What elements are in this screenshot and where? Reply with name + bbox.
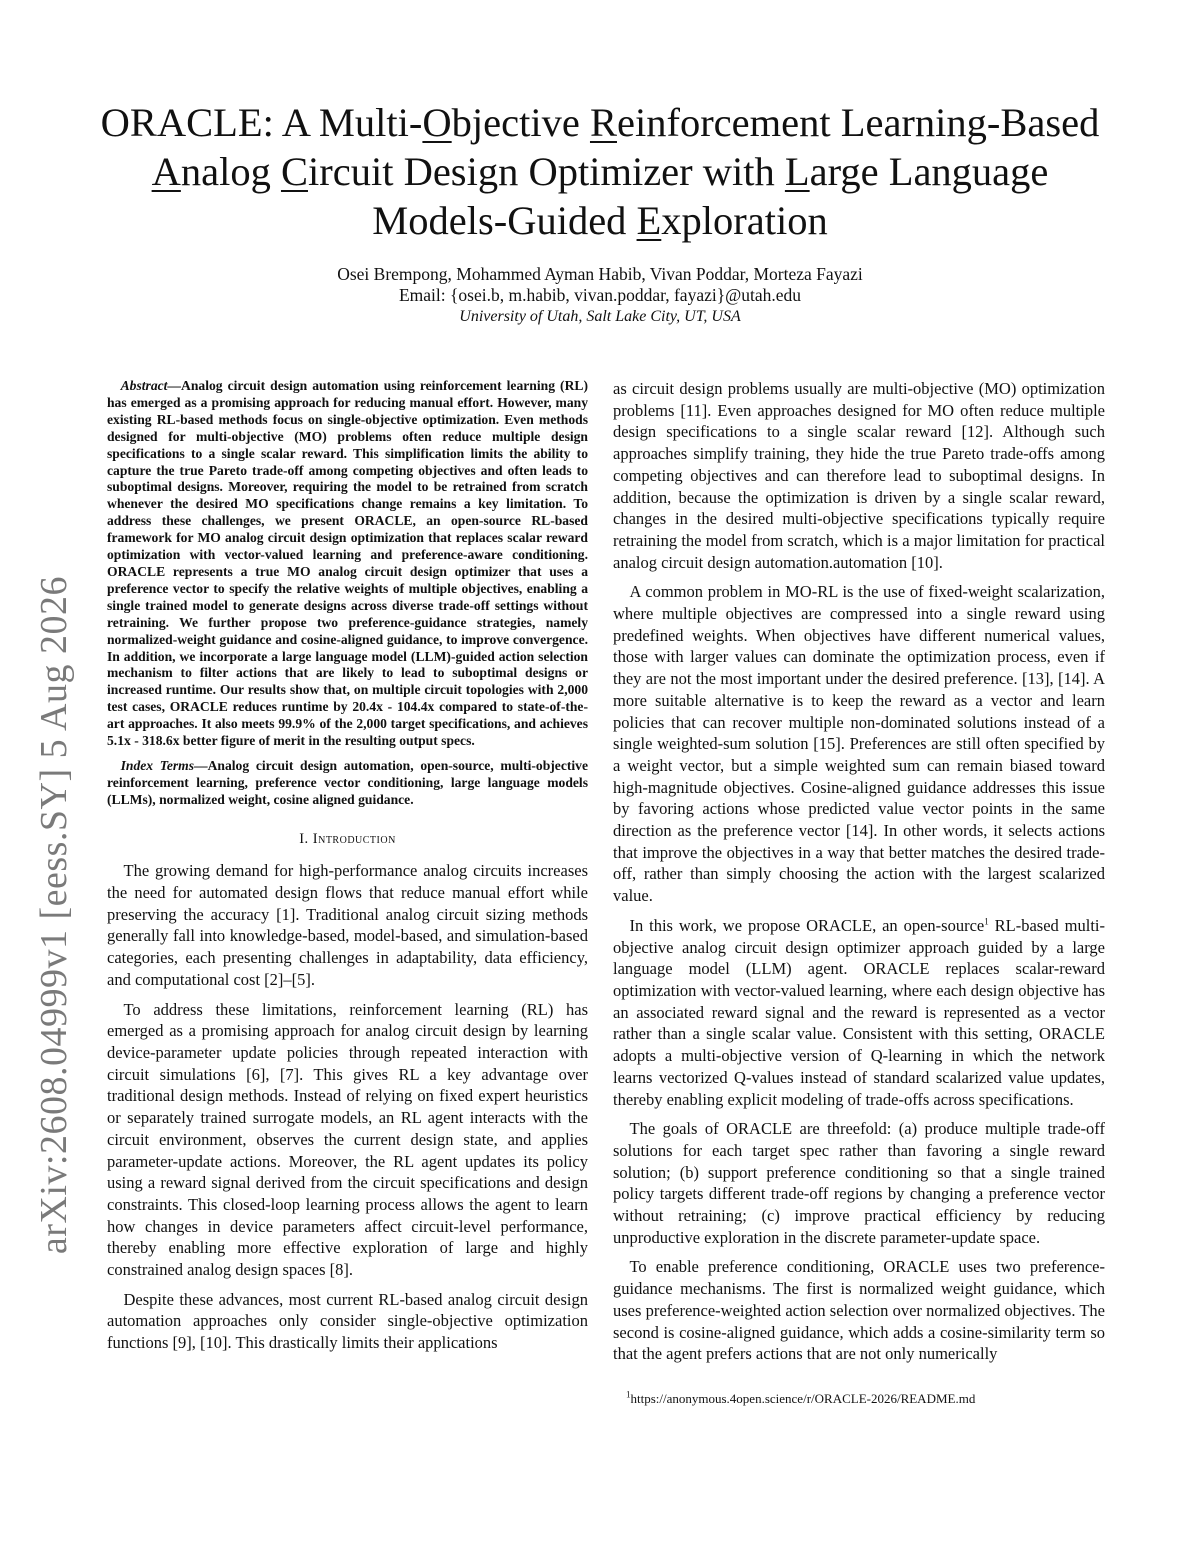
footnote: [626, 1391, 975, 1407]
index-terms: [107, 758, 588, 809]
paragraph: The goals of ORACLE are threefold: (a) produce multiple trade-off solutions for each target spec rather than favoring a single reward solution; (b) support preference conditioning so that a single trained policy targets different trade-off regions by changing a preference vector without retraining; (c) improve practical efficiency by reducing unproductive exploration in the discrete parameter-update space.: [613, 1119, 1105, 1247]
author-affiliation: University of Utah, Salt Lake City, UT, USA: [459, 308, 741, 325]
paragraph: In this work, we propose ORACLE, an open-source$^1$ RL-based multi-objective analog circuit design optimizer approach guided by a large language model (LLM) agent. ORACLE replaces scalar-reward optimization with vector-valued learning, where each design objective has an associated reward signal and the reward is represented as a vector rather than a single scalar value. Consistent with this setting, ORACLE adopts a multi-objective version of Q-learning in which the network learns vectorized Q-values instead of standard scalarized value updates, thereby enabling explicit modeling of trade-offs across specifications.: [613, 915, 1105, 1109]
section-heading-introduction: I. Introduction: [299, 830, 396, 847]
paragraph: The growing demand for high-performance analog circuits increases the need for automated design flows that reduce manual effort while preserving the accuracy [1]. Traditional analog circuit sizing methods generally fall into knowledge-based, model-based, and simulation-based categories, each presenting challenges in adaptability, data efficiency, and computational cost [2]–[5].: [107, 861, 588, 989]
right-column: [613, 378, 1105, 1373]
arxiv-identifier-stamp: [34, 555, 74, 1275]
arxiv-id-text: arXiv:2608.04999v1 [eess.SY] 5 Aug 2026: [33, 575, 75, 1255]
paragraph: To enable preference conditioning, ORACLE uses two preference-guidance mechanisms. The first is normalized weight guidance, which uses preference-weighted action selection over normalized objectives. The second is cosine-aligned guidance, which adds a cosine-similarity term so that the agent prefers actions that are not only numerically: [613, 1257, 1105, 1364]
index-terms-text: —Analog circuit design automation, open-source, multi-objective reinforcement learning, preference vector conditioning, large language models (LLMs), normalized weight, cosine aligned guidance.: [107, 757, 588, 807]
author-names: Osei Brempong, Mohammed Ayman Habib, Vivan Poddar, Morteza Fayazi: [337, 264, 863, 284]
paragraph: A common problem in MO-RL is the use of fixed-weight scalarization, where multiple objectives are compressed into a single reward using predefined weights. When objectives have different numerical values, those with larger values can dominate the optimization process, even if they are not the most important under the desired preference. [13], [14]. A more suitable alternative is to keep the reward as a vector and learn policies that can recover multiple non-dominated solutions instead of a single weighted-sum solution [15]. Preferences are still often specified by a weight vector, but a simple weighted sum can remain biased toward high-magnitude objectives. Cosine-aligned guidance addresses this issue by favoring actions whose predicted value vector points in the same direction as the preference vector [14]. In other words, it selects actions that improve the objectives in a way that better matches the desired trade-off, rather than simply choosing the action with the largest scalarized value.: [613, 582, 1105, 906]
index-terms-label: Index Terms: [120, 757, 195, 773]
paragraph: To address these limitations, reinforcement learning (RL) has emerged as a promising approach for analog circuit design by learning device-parameter update policies through repeated interaction with circuit simulations [6], [7]. This gives RL a key advantage over traditional design methods. Instead of relying on fixed expert heuristics or separately trained surrogate models, an RL agent interacts with the circuit environment, observes the current design state, and applies parameter-update actions. Moreover, the RL agent updates its policy using a reward signal derived from the circuit specifications and design constraints. This closed-loop learning process allows the agent to learn how changes in device parameters affect circuit-level performance, thereby enabling more effective exploration of large and highly constrained analog design spaces [8].: [107, 999, 588, 1280]
footnote-marker: 1: [984, 916, 989, 927]
footnote-mark: 1: [626, 1389, 631, 1400]
paragraph: Despite these advances, most current RL-based analog circuit design automation approaches only consider single-objective optimization functions [9], [10]. This drastically limits their applications: [107, 1289, 588, 1353]
footnote-link[interactable]: https://anonymous.4open.science/r/ORACLE-2026/README.md: [630, 1391, 976, 1406]
author-block: [100, 264, 1100, 327]
author-email: Email: {osei.b, m.habib, vivan.poddar, fayazi}@utah.edu: [398, 285, 802, 305]
paragraph: as circuit design problems usually are multi-objective (MO) optimization problems [11]. Even approaches designed for MO often reduce multiple design specifications to a single scalar reward [12]. Although such approaches simplify training, they hide the true Pareto trade-offs among competing objectives and can therefore lead to suboptimal designs. In addition, because the optimization is driven by a single scalar reward, changes in the desired multi-objective specifications typically require retraining the model from scratch, which is a major limitation for practical analog circuit design automation.automation [10].: [613, 379, 1105, 572]
abstract-text: —Analog circuit design automation using reinforcement learning (RL) has emerged as a promising approach for reducing manual effort. However, many existing RL-based methods focus on single-objective optimization. Even methods designed for multi-objective (MO) problems often reduce multiple design specifications to a single scalar reward. This simplification limits the ability to capture the true Pareto trade-off among competing objectives and often leads to suboptimal designs. Moreover, requiring the model to be retrained from scratch whenever the desired MO specifications change remains a key limitation. To address these challenges, we present ORACLE, an open-source RL-based framework for MO analog circuit design optimization that replaces scalar reward optimization with vector-valued learning and preference-aware conditioning. ORACLE represents a true MO analog circuit design optimizer that uses a preference vector to specify the relative weights of multiple objectives, enabling a single trained model to generate designs across diverse trade-off settings without retraining. We further propose two preference-guidance strategies, namely normalized-weight guidance and cosine-aligned guidance, to improve convergence. In addition, we incorporate a large language model (LLM)-guided action selection mechanism to filter actions that are likely to lead to suboptimal designs or increased runtime. Our results show that, on multiple circuit topologies with 2,000 test cases, ORACLE reduces runtime by 20.4x - 104.4x compared to state-of-the-art approaches. It also meets 99.9% of the 2,000 target specifications, and achieves 5.1x - 318.6x better figure of merit in the resulting output specs.: [107, 378, 588, 749]
abstract: [107, 378, 588, 750]
paper-title: ORACLE: A Multi-Objective Reinforcement Learning-Based Analog Circuit Design Optimizer with Large Language Models-Guided Exploration: [100, 100, 1100, 243]
abstract-label: Abstract: [120, 378, 168, 393]
left-column: [107, 378, 588, 1362]
